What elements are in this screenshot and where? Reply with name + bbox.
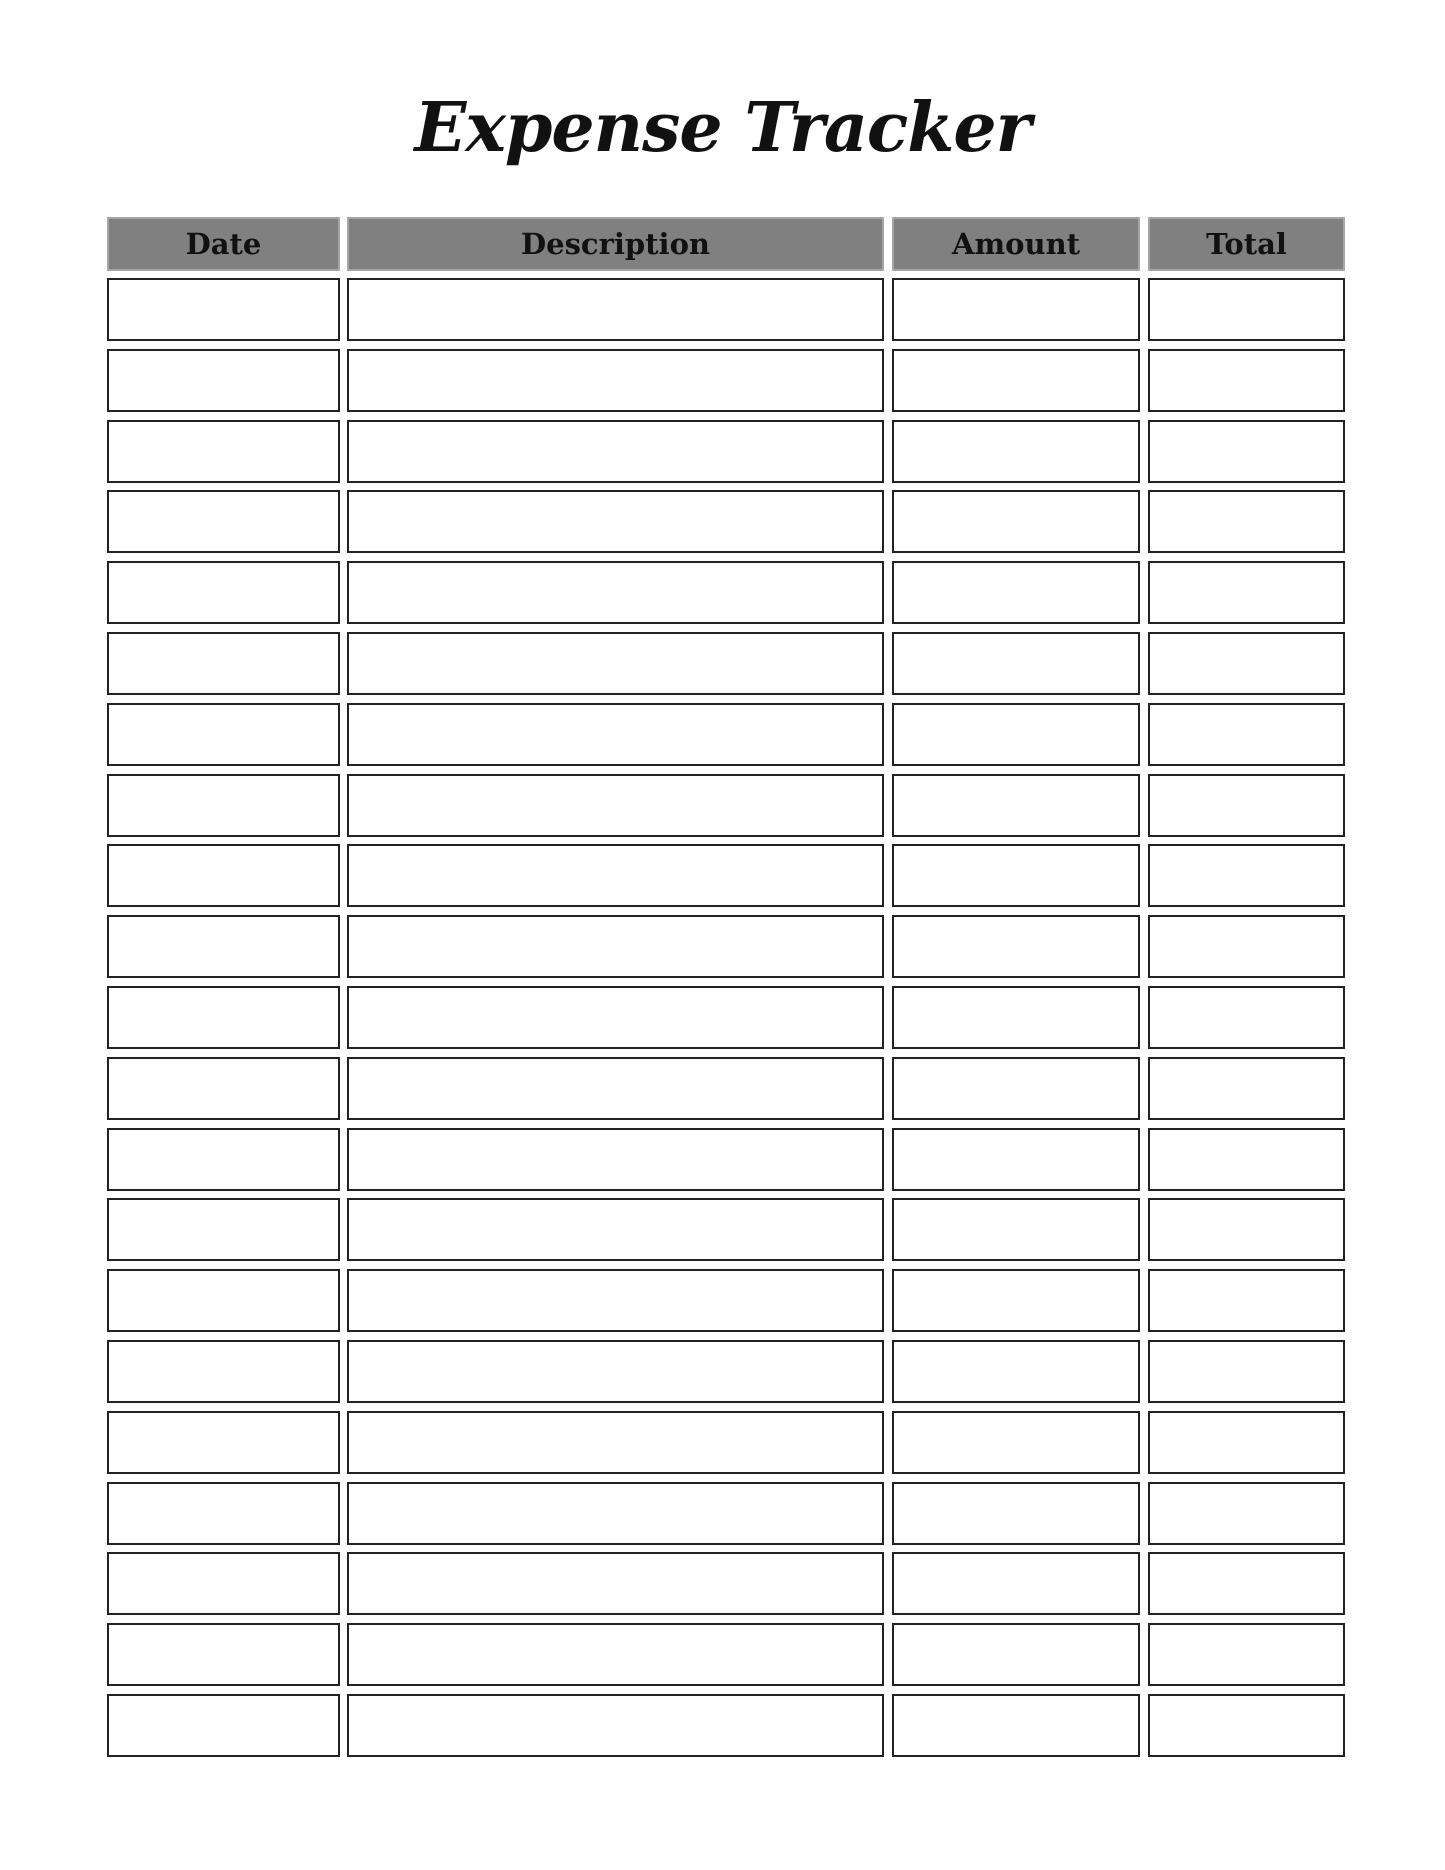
cell-date[interactable]: [107, 1482, 340, 1545]
cell-amount[interactable]: [892, 561, 1140, 624]
column-header-date: Date: [107, 217, 340, 271]
cell-description[interactable]: [347, 844, 884, 907]
cell-description[interactable]: [347, 1411, 884, 1474]
cell-amount[interactable]: [892, 915, 1140, 978]
page-title: Expense Tracker: [414, 88, 1031, 168]
cell-description[interactable]: [347, 1057, 884, 1120]
cell-total[interactable]: [1148, 420, 1345, 483]
cell-total[interactable]: [1148, 1269, 1345, 1332]
cell-date[interactable]: [107, 1128, 340, 1191]
cell-total[interactable]: [1148, 632, 1345, 695]
cell-description[interactable]: [347, 561, 884, 624]
cell-date[interactable]: [107, 632, 340, 695]
cell-description[interactable]: [347, 915, 884, 978]
cell-date[interactable]: [107, 1552, 340, 1615]
cell-total[interactable]: [1148, 1552, 1345, 1615]
cell-amount[interactable]: [892, 278, 1140, 341]
cell-amount[interactable]: [892, 774, 1140, 837]
cell-description[interactable]: [347, 1552, 884, 1615]
cell-description[interactable]: [347, 703, 884, 766]
column-header-total: Total: [1148, 217, 1345, 271]
cell-date[interactable]: [107, 986, 340, 1049]
cell-date[interactable]: [107, 1694, 340, 1757]
cell-total[interactable]: [1148, 1340, 1345, 1403]
cell-total[interactable]: [1148, 774, 1345, 837]
cell-total[interactable]: [1148, 1623, 1345, 1686]
cell-total[interactable]: [1148, 349, 1345, 412]
cell-amount[interactable]: [892, 349, 1140, 412]
cell-description[interactable]: [347, 1269, 884, 1332]
cell-total[interactable]: [1148, 986, 1345, 1049]
cell-amount[interactable]: [892, 1694, 1140, 1757]
cell-description[interactable]: [347, 774, 884, 837]
cell-amount[interactable]: [892, 703, 1140, 766]
cell-amount[interactable]: [892, 844, 1140, 907]
cell-description[interactable]: [347, 1198, 884, 1261]
cell-amount[interactable]: [892, 1057, 1140, 1120]
cell-description[interactable]: [347, 986, 884, 1049]
cell-total[interactable]: [1148, 1057, 1345, 1120]
cell-total[interactable]: [1148, 490, 1345, 553]
cell-date[interactable]: [107, 1198, 340, 1261]
cell-description[interactable]: [347, 1128, 884, 1191]
cell-description[interactable]: [347, 1694, 884, 1757]
cell-date[interactable]: [107, 1340, 340, 1403]
cell-total[interactable]: [1148, 703, 1345, 766]
cell-description[interactable]: [347, 349, 884, 412]
cell-date[interactable]: [107, 703, 340, 766]
cell-amount[interactable]: [892, 490, 1140, 553]
cell-description[interactable]: [347, 1340, 884, 1403]
cell-total[interactable]: [1148, 844, 1345, 907]
cell-date[interactable]: [107, 490, 340, 553]
cell-amount[interactable]: [892, 986, 1140, 1049]
cell-amount[interactable]: [892, 632, 1140, 695]
cell-description[interactable]: [347, 490, 884, 553]
cell-total[interactable]: [1148, 1482, 1345, 1545]
cell-date[interactable]: [107, 1623, 340, 1686]
cell-description[interactable]: [347, 278, 884, 341]
cell-date[interactable]: [107, 561, 340, 624]
cell-date[interactable]: [107, 349, 340, 412]
cell-amount[interactable]: [892, 1340, 1140, 1403]
cell-amount[interactable]: [892, 1198, 1140, 1261]
cell-date[interactable]: [107, 844, 340, 907]
cell-total[interactable]: [1148, 1198, 1345, 1261]
cell-amount[interactable]: [892, 1623, 1140, 1686]
cell-date[interactable]: [107, 1057, 340, 1120]
cell-total[interactable]: [1148, 1694, 1345, 1757]
cell-amount[interactable]: [892, 420, 1140, 483]
cell-amount[interactable]: [892, 1482, 1140, 1545]
cell-description[interactable]: [347, 1623, 884, 1686]
cell-total[interactable]: [1148, 915, 1345, 978]
cell-date[interactable]: [107, 420, 340, 483]
cell-amount[interactable]: [892, 1128, 1140, 1191]
cell-date[interactable]: [107, 278, 340, 341]
cell-total[interactable]: [1148, 1411, 1345, 1474]
cell-amount[interactable]: [892, 1411, 1140, 1474]
cell-total[interactable]: [1148, 1128, 1345, 1191]
cell-description[interactable]: [347, 632, 884, 695]
cell-date[interactable]: [107, 915, 340, 978]
cell-total[interactable]: [1148, 278, 1345, 341]
cell-total[interactable]: [1148, 561, 1345, 624]
column-header-description: Description: [347, 217, 884, 271]
cell-amount[interactable]: [892, 1552, 1140, 1615]
cell-amount[interactable]: [892, 1269, 1140, 1332]
cell-date[interactable]: [107, 1411, 340, 1474]
cell-date[interactable]: [107, 1269, 340, 1332]
cell-description[interactable]: [347, 1482, 884, 1545]
column-header-amount: Amount: [892, 217, 1140, 271]
cell-description[interactable]: [347, 420, 884, 483]
cell-date[interactable]: [107, 774, 340, 837]
